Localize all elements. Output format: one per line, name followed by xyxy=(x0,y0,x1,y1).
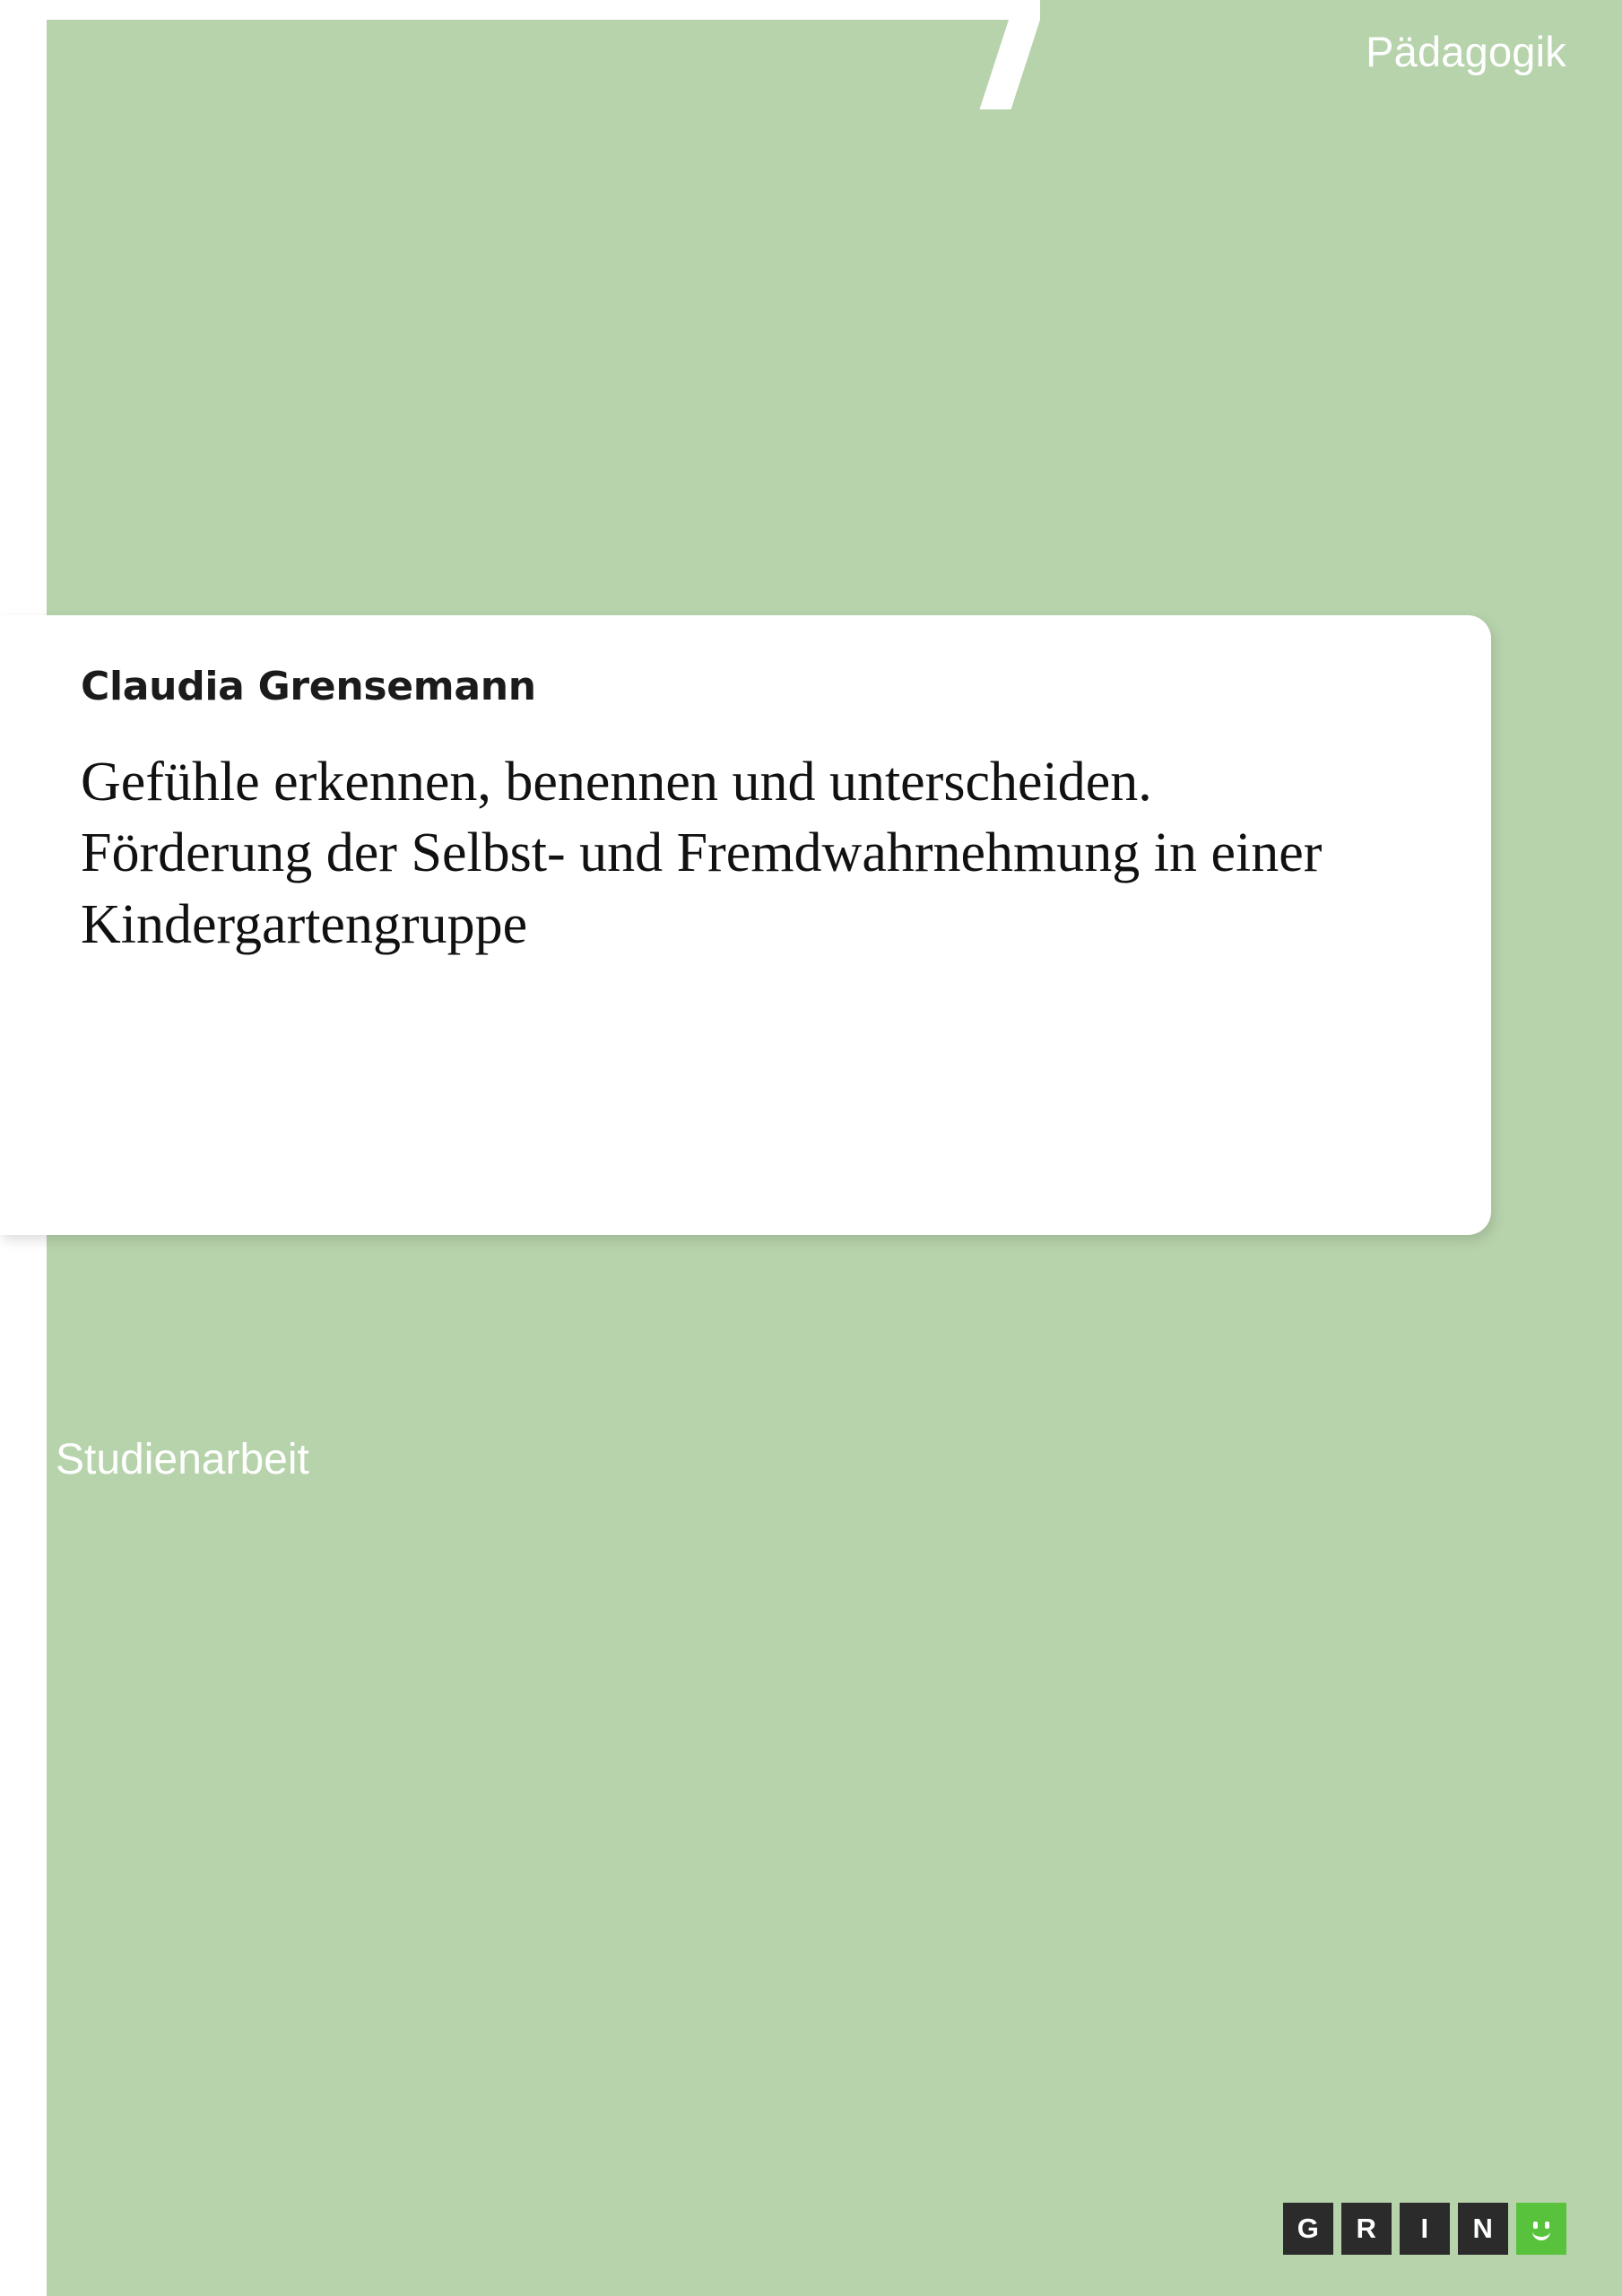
title-card xyxy=(0,615,1491,1235)
document-type-label: Studienarbeit xyxy=(56,1436,309,1483)
logo-letter-i: I xyxy=(1400,2203,1450,2255)
author-name: Claudia Grensemann xyxy=(81,664,536,709)
subject-category-label: Pädagogik xyxy=(1366,28,1566,75)
grin-publisher-logo xyxy=(1283,2203,1566,2255)
title-card-spacer xyxy=(81,961,1428,1172)
logo-letter-n: N xyxy=(1458,2203,1508,2255)
page-title: Gefühle erkennen, benennen und unterscheiden. Förderung der Selbst- und Fremdwahrnehmung in einer Kindergartengruppe xyxy=(81,752,1323,955)
logo-letter-g: G xyxy=(1283,2203,1333,2255)
smiley-face-shape xyxy=(1525,2213,1557,2245)
logo-letter-r: R xyxy=(1341,2203,1392,2255)
smiley-mouth-shape xyxy=(1532,2228,1550,2240)
cover-top-white-step xyxy=(980,20,1040,109)
smiley-icon xyxy=(1516,2203,1566,2255)
cover-top-white-band xyxy=(0,0,1040,20)
